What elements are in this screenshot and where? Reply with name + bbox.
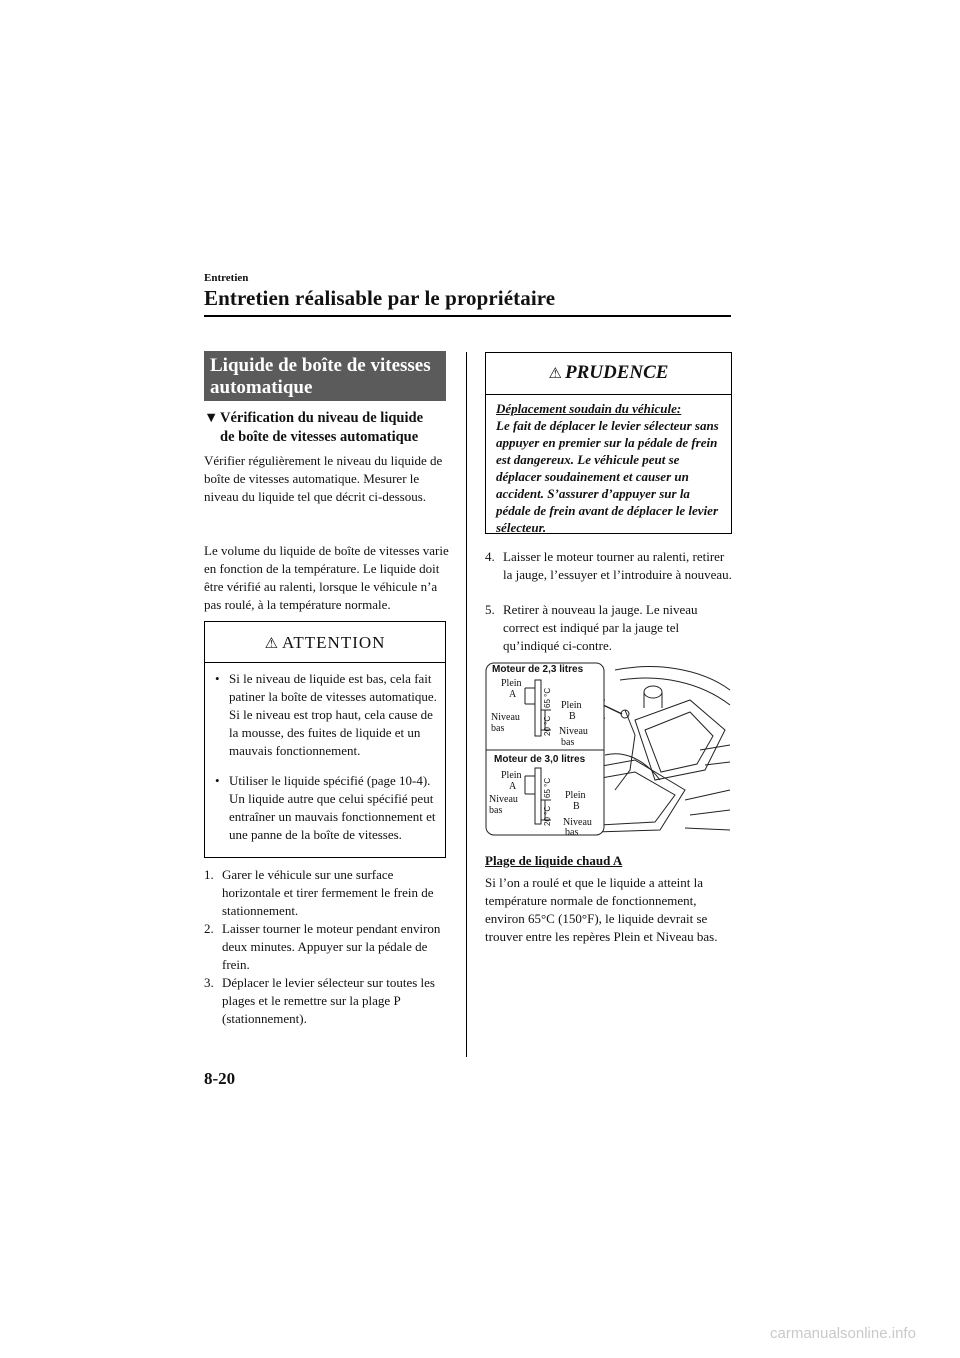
attention-bullet-text: Utiliser le liquide spécifié (page 10-4). Un liquide autre que celui spécifié peut entraîner un mauvais fonctionnement et une panne de la boîte de vitesses.: [229, 773, 436, 842]
prudence-title: PRUDENCE: [564, 362, 669, 383]
engine-2-3-label: Moteur de 2,3 litres: [492, 664, 584, 675]
bullet-icon: •: [215, 671, 220, 686]
plein-label: Plein: [501, 678, 522, 689]
header-rule: [204, 315, 731, 317]
watermark: carmanualsonline.info: [770, 1325, 916, 1342]
section-title-box: Liquide de boîte de vitesses automatique: [204, 351, 446, 401]
bas-label: bas: [561, 737, 575, 748]
step-number: 3.: [204, 975, 214, 990]
engine-3-0-label: Moteur de 3,0 litres: [494, 754, 586, 765]
step-number: 2.: [204, 921, 214, 936]
temp-20-label: 20 °C: [543, 715, 552, 736]
b-label: B: [573, 801, 580, 812]
warning-triangle-icon: ⚠: [548, 366, 562, 382]
a-label: A: [509, 689, 517, 700]
range-title: Plage de liquide chaud A: [485, 853, 623, 868]
bas-label: bas: [491, 723, 505, 734]
temp-65-label: 65 °C: [543, 777, 552, 798]
plein-label: Plein: [501, 770, 522, 781]
paragraph-volume: Le volume du liquide de boîte de vitesses varie en fonction de la température. Le liquide doit être vérifié au ralenti, lorsque le véhicule n’a pas roulé, à la température normale.: [204, 543, 449, 612]
niveau-label: Niveau: [491, 712, 520, 723]
column-divider: [466, 352, 467, 1057]
attention-bullet: [215, 670, 439, 760]
prudence-body: [496, 400, 726, 536]
step-text: Laisser le moteur tourner au ralenti, retirer la jauge, l’essuyer et l’introduire à nouveau.: [503, 549, 732, 582]
step-item: [485, 548, 735, 584]
step-text: Laisser tourner le moteur pendant environ deux minutes. Appuyer sur la pédale de frein.: [222, 921, 441, 972]
plein-label: Plein: [561, 700, 582, 711]
subheading-line1: Vérification du niveau de liquide: [220, 410, 424, 426]
dipstick-figure: [485, 660, 732, 838]
triangle-down-icon: ▼: [204, 410, 219, 426]
page-number: 8-20: [204, 1069, 236, 1088]
step-item: [204, 920, 454, 974]
step-number: 1.: [204, 867, 214, 882]
step-text: Déplacer le levier sélecteur sur toutes les plages et le remettre sur la plage P (stationnement).: [222, 975, 435, 1026]
niveau-label: Niveau: [559, 726, 588, 737]
b-label: B: [569, 711, 576, 722]
step-number: 5.: [485, 602, 495, 617]
attention-title: ATTENTION: [282, 633, 386, 652]
prudence-text: Le fait de déplacer le levier sélecteur sans appuyer en premier sur la pédale de frein est dangereux. Le véhicule peut se déplacer soudainement et causer un accident. S’assurer d’appuyer sur la pédale de frein avant de déplacer le levier sélecteur.: [496, 418, 719, 535]
niveau-label: Niveau: [563, 817, 592, 828]
niveau-label: Niveau: [489, 794, 518, 805]
section-label: Entretien: [204, 272, 249, 284]
engine-illustration: [485, 660, 732, 838]
step-text: Garer le véhicule sur une surface horizontale et tirer fermement le frein de stationnement.: [222, 867, 434, 918]
paragraph-intro: Vérifier régulièrement le niveau du liquide de boîte de vitesses automatique. Mesurer le niveau du liquide tel que décrit ci-dessous.: [204, 453, 443, 504]
bullet-icon: •: [215, 773, 220, 788]
temp-20-label: 20 °C: [543, 805, 552, 826]
step-item: [485, 601, 735, 655]
prudence-subtitle: Déplacement soudain du véhicule:: [496, 401, 682, 416]
paragraph-hot-range: Si l’on a roulé et que le liquide a atteint la température normale de fonctionnement, environ 65°C (150°F), le liquide devrait se trouver entre les repères Plein et Niveau bas.: [485, 875, 718, 944]
page-title: Entretien réalisable par le propriétaire: [204, 286, 556, 310]
prudence-header: [486, 353, 731, 395]
warning-triangle-icon: ⚠: [264, 636, 280, 652]
bas-label: bas: [489, 805, 503, 816]
attention-header: [205, 622, 445, 663]
subheading: [204, 409, 454, 447]
step-item: [204, 866, 454, 920]
attention-bullet-text: Si le niveau de liquide est bas, cela fait patiner la boîte de vitesses automatique. Si le niveau est trop haut, cela cause de la mousse, des fuites de liquide et un mauvais fonctionnement.: [229, 671, 437, 758]
attention-box: [204, 621, 446, 858]
plein-label: Plein: [565, 790, 586, 801]
step-number: 4.: [485, 549, 495, 564]
a-label: A: [509, 781, 517, 792]
bas-label: bas: [565, 827, 579, 838]
step-item: [204, 974, 454, 1028]
step-text: Retirer à nouveau la jauge. Le niveau correct est indiqué par la jauge tel qu’indiqué ci-contre.: [503, 602, 698, 653]
attention-bullet: [215, 772, 439, 844]
prudence-box: [485, 352, 732, 534]
subheading-line2: de boîte de vitesses automatique: [220, 429, 419, 445]
temp-65-label: 65 °C: [543, 687, 552, 708]
